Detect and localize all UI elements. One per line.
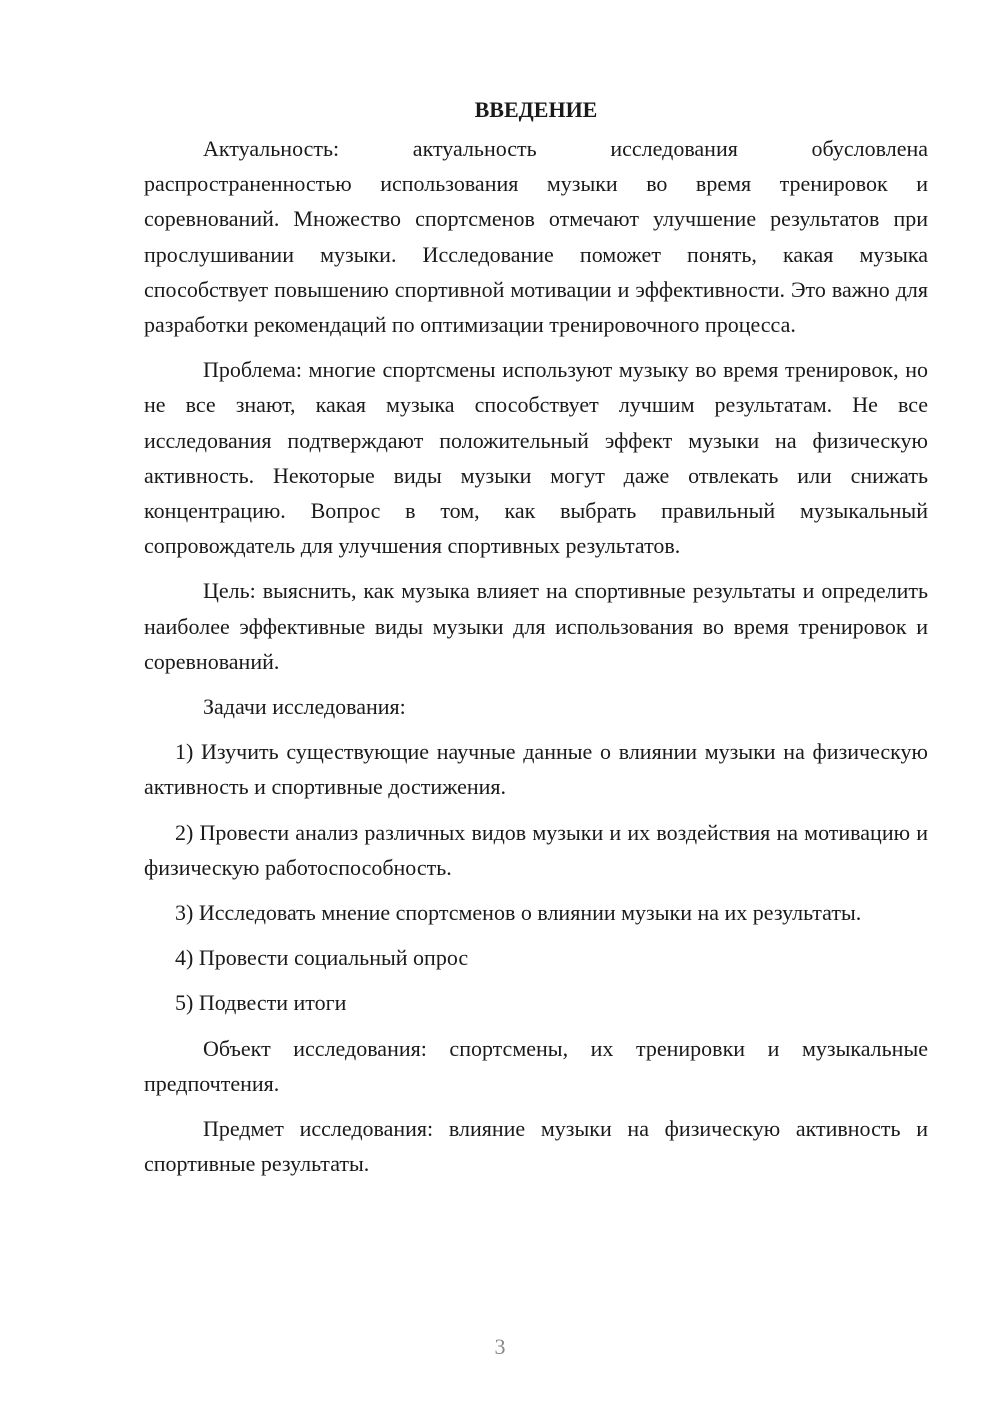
task-item-3: 3) Исследовать мнение спортсменов о влиянии музыки на их результаты. — [175, 900, 862, 926]
document-page — [144, 92, 928, 1191]
research-object-paragraph: Объект исследования: спортсмены, их тренировки и музыкальные предпочтения. — [144, 1035, 928, 1096]
goal-paragraph: Цель: выяснить, как музыка влияет на спортивные результаты и определить наиболее эффективные виды музыки для использования во время тренировок и соревнований. — [144, 578, 928, 674]
task-item-5: 5) Подвести итоги — [175, 990, 347, 1016]
task-item-4: 4) Провести социальный опрос — [175, 945, 469, 971]
relevance-paragraph: Актуальность: актуальность исследования обусловлена распространенностью использования музыки во время тренировок и соревнований. Множество спортсменов отмечают улучшение результатов при прослушивании музыки. Исследование поможет понять, какая музыка способствует повышению спортивной мотивации и эффективности. Это важно для разработки рекомендаций по оптимизации тренировочного процесса. — [144, 136, 928, 338]
tasks-heading: Задачи исследования: — [203, 694, 406, 720]
task-item-2: 2) Провести анализ различных видов музыки и их воздействия на мотивацию и физическую работоспособность. — [144, 819, 928, 880]
problem-paragraph: Проблема: многие спортсмены используют музыку во время тренировок, но не все знают, какая музыка способствует лучшим результатам. Не все исследования подтверждают положительный эффект музыки на физическую активность. Некоторые виды музыки могут даже отвлекать или снижать концентрацию. Вопрос в том, как выбрать правильный музыкальный сопровождатель для улучшения спортивных результатов. — [144, 357, 928, 559]
section-title: ВВЕДЕНИЕ — [474, 97, 598, 122]
task-item-1: 1) Изучить существующие научные данные о влиянии музыки на физическую активность и спортивные достижения. — [144, 739, 928, 800]
research-subject-paragraph: Предмет исследования: влияние музыки на физическую активность и спортивные результаты. — [144, 1116, 928, 1177]
page-number: 3 — [494, 1334, 506, 1359]
